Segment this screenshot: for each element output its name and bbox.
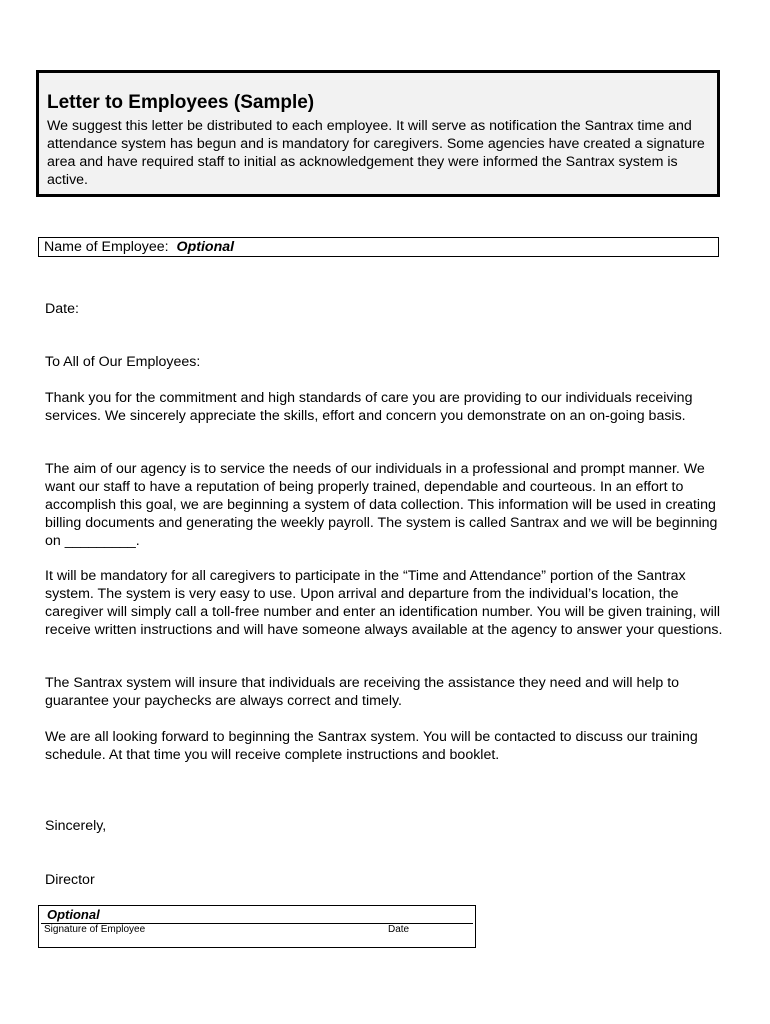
paragraph-5: We are all looking forward to beginning the Santrax system. You will be contacted to discuss our training schedule. At that time you will receive complete instructions and booklet.: [45, 729, 698, 763]
paragraph-4: The Santrax system will insure that individuals are receiving the assistance they need and will help to guarantee your paychecks are always correct and timely.: [45, 675, 680, 709]
intro-box: [36, 70, 720, 197]
signature-employee-label: Signature of Employee: [44, 924, 146, 935]
employee-name-field[interactable]: [38, 237, 719, 257]
employee-name-label: Name of Employee:: [44, 239, 169, 255]
intro-text: We suggest this letter be distributed to each employee. It will serve as notification the Santrax time and attendance system has begun and is mandatory for caregivers. Some agencies have created a signature area and have required staff to initial as acknowledgement they were informed the Santrax system is active.: [47, 118, 705, 188]
signature-optional: Optional: [47, 907, 100, 922]
closing: Sincerely,: [45, 818, 107, 834]
signature-box[interactable]: [38, 905, 476, 948]
intro-title: Letter to Employees (Sample): [47, 92, 315, 113]
signer: Director: [45, 872, 95, 888]
paragraph-2: The aim of our agency is to service the needs of our individuals in a professional and prompt manner. We want our staff to have a reputation of being properly trained, dependable and courteous. In an effort to accomplish this goal, we are beginning a system of data collection. This information will be used in creating billing documents and generating the weekly payroll. The system is called Santrax and we will be beginning on _________.: [45, 461, 718, 549]
salutation: To All of Our Employees:: [45, 354, 201, 370]
signature-date-label: Date: [388, 924, 410, 935]
paragraph-3: It will be mandatory for all caregivers to participate in the “Time and Attendance” portion of the Santrax system. The system is very easy to use. Upon arrival and departure from the individual’s location, the caregiver will simply call a toll-free number and enter an identification number. You will be given training, will receive written instructions and will have someone always available at the agency to answer your questions.: [45, 568, 723, 638]
paragraph-1: Thank you for the commitment and high standards of care you are providing to our individuals receiving services. We sincerely appreciate the skills, effort and concern you demonstrate on an on-going basis.: [45, 390, 693, 424]
date-label: Date:: [45, 301, 79, 317]
employee-name-optional: Optional: [176, 239, 235, 255]
